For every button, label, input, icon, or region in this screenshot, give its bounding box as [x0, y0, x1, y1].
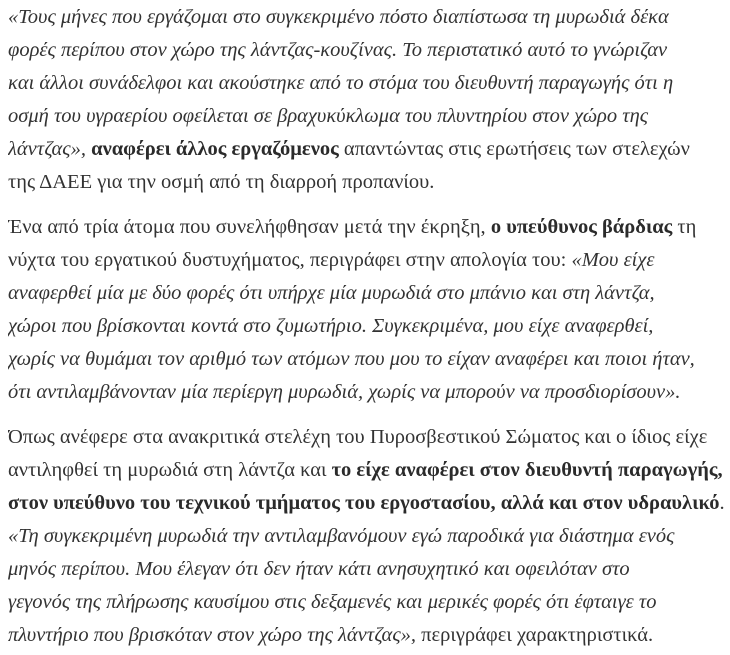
text-segment-bold: ο υπεύθυνος βάρδιας	[490, 216, 673, 238]
text-line	[8, 421, 730, 454]
text-segment-italic: οσμή του υγραερίου οφείλεται σε βραχυκύκλωμα του πλυντηρίου στον χώρο της	[8, 105, 649, 127]
text-line	[8, 586, 730, 619]
text-line	[8, 166, 730, 199]
text-segment-regular: αντιληφθεί τη μυρωδιά στη λάντζα και	[8, 459, 332, 481]
text-segment-regular: Ένα από τρία άτομα που συνελήφθησαν μετά την έκρηξη,	[8, 216, 491, 238]
text-line	[8, 211, 730, 244]
text-line	[8, 1, 730, 34]
text-segment-italic: λάντζας»,	[8, 138, 92, 160]
text-segment-regular: απαντώντας στις ερωτήσεις των στελεχών	[338, 138, 690, 160]
text-segment-italic: γεγονός της πλήρωσης καυσίμου στις δεξαμενές και μερικές φορές ότι έφταιγε το	[8, 591, 657, 613]
text-segment-regular: περιγράφει χαρακτηριστικά.	[421, 624, 654, 646]
text-line	[8, 619, 730, 652]
text-line	[8, 376, 730, 409]
text-segment-italic: «Τους μήνες που εργάζομαι στο συγκεκριμένο πόστο διαπίστωσα τη μυρωδιά δέκα	[8, 6, 669, 28]
text-line	[8, 100, 730, 133]
text-line	[8, 310, 730, 343]
text-segment-italic: χωρίς να θυμάμαι τον αριθμό των ατόμων που μου το είχαν αναφέρει και ποιοι ήταν,	[8, 348, 695, 370]
text-segment-italic: «Τη συγκεκριμένη μυρωδιά την αντιλαμβανόμουν εγώ παροδικά για διάστημα ενός	[8, 525, 675, 547]
paragraph	[8, 421, 730, 652]
text-segment-italic: χώροι που βρίσκονται κοντά στο ζυμωτήριο. Συγκεκριμένα, μου είχε αναφερθεί,	[8, 315, 654, 337]
paragraph	[8, 211, 730, 409]
text-line	[8, 277, 730, 310]
text-segment-italic: φορές περίπου στον χώρο της λάντζας-κουζίνας. Το περιστατικό αυτό το γνώριζαν	[8, 39, 668, 61]
text-segment-regular: νύχτα του εργατικού δυστυχήματος, περιγράφει στην απολογία του:	[8, 249, 572, 271]
text-segment-regular: της ΔΑΕΕ για την οσμή από τη διαρροή προπανίου.	[8, 171, 435, 193]
text-segment-italic: «Μου είχε	[571, 249, 655, 271]
text-line	[8, 34, 730, 67]
text-segment-italic: πλυντήριο που βρισκόταν στον χώρο της λάντζας»,	[8, 624, 422, 646]
text-segment-bold: αναφέρει άλλος εργαζόμενος	[91, 138, 339, 160]
text-segment-regular: Όπως ανέφερε στα ανακριτικά στελέχη του Πυροσβεστικού Σώματος και ο ίδιος είχε	[8, 426, 708, 448]
text-segment-italic: ότι αντιλαμβάνονταν μία περίεργη μυρωδιά, χωρίς να μπορούν να προσδιορίσουν».	[8, 381, 681, 403]
text-line	[8, 244, 730, 277]
paragraph	[8, 1, 730, 199]
text-line	[8, 487, 730, 520]
text-segment-italic: αναφερθεί μία με δύο φορές ότι υπήρχε μία μυρωδιά στο μπάνιο και στη λάντζα,	[8, 282, 655, 304]
text-line	[8, 520, 730, 553]
text-segment-bold: το είχε αναφέρει στον διευθυντή παραγωγής,	[331, 459, 723, 481]
text-segment-bold: στον υπεύθυνο του τεχνικού τμήματος του εργοστασίου, αλλά και στον υδραυλικό	[8, 492, 720, 514]
text-line	[8, 67, 730, 100]
text-segment-regular: .	[719, 492, 725, 514]
text-segment-italic: και άλλοι συνάδελφοι και ακούστηκε από το στόμα του διευθυντή παραγωγής ότι η	[8, 72, 674, 94]
text-segment-italic: μηνός περίπου. Μου έλεγαν ότι δεν ήταν κάτι ανησυχητικό και οφειλόταν στο	[8, 558, 630, 580]
text-line	[8, 553, 730, 586]
text-line	[8, 343, 730, 376]
text-line	[8, 454, 730, 487]
text-line	[8, 133, 730, 166]
text-segment-regular: τη	[672, 216, 697, 238]
